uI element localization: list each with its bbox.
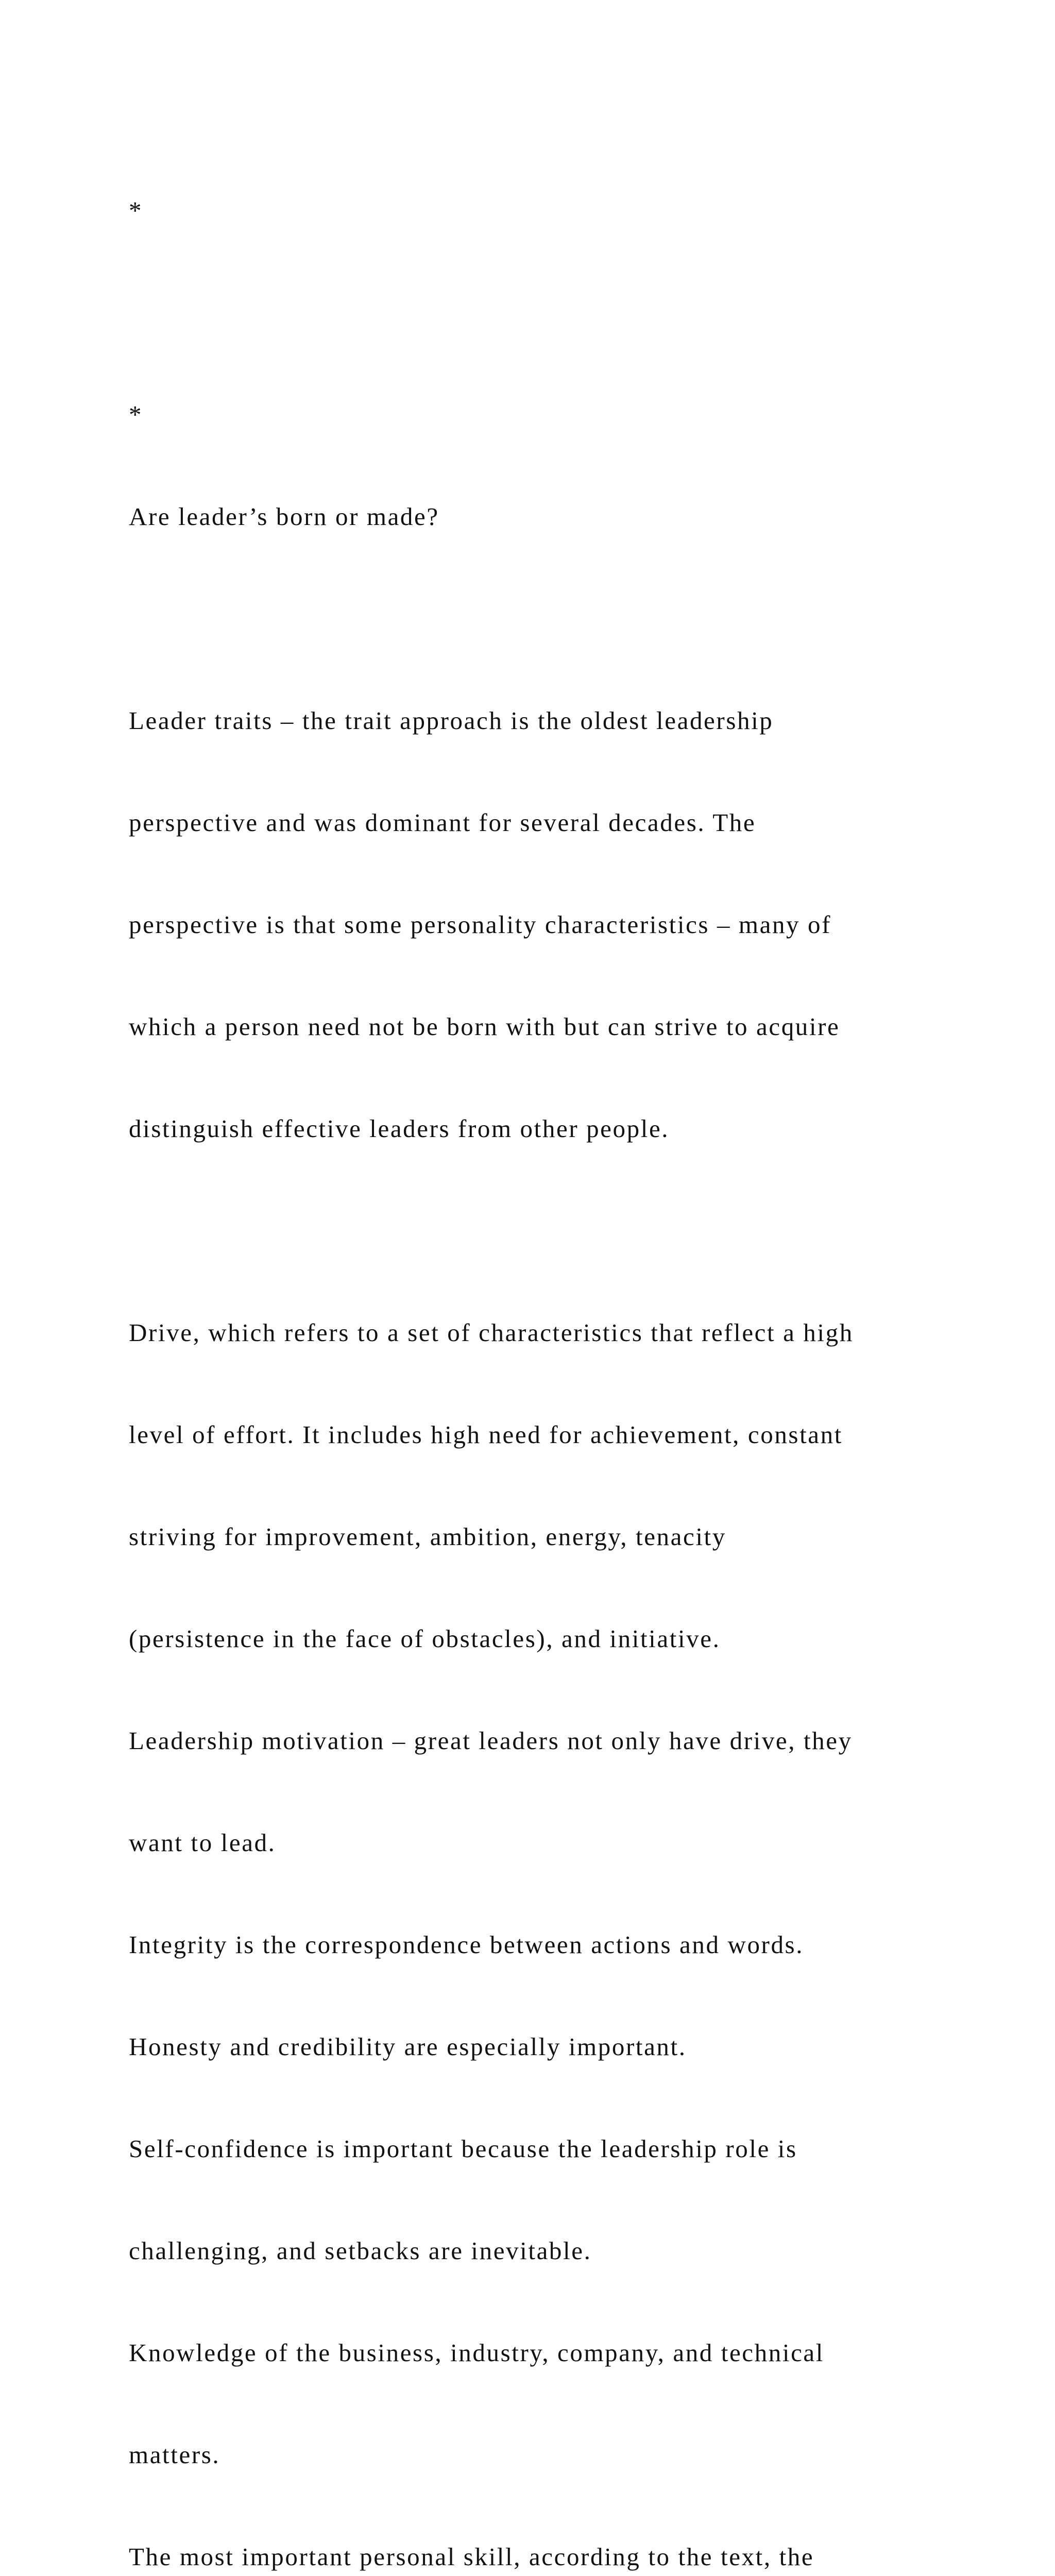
text-line: striving for improvement, ambition, energy, tenacity: [129, 1522, 726, 1551]
text-line: (persistence in the face of obstacles), and initiative.: [129, 1624, 721, 1653]
blank-line: [129, 602, 979, 636]
text-line: Integrity is the correspondence between actions and words.: [129, 1930, 804, 1959]
text-line: Leader traits – the trait approach is the oldest leadership: [129, 706, 774, 735]
text-line: Knowledge of the business, industry, company, and technical: [129, 2338, 824, 2367]
text-line: Leadership motivation – great leaders not only have drive, they: [129, 1726, 853, 1755]
asterisk-marker: *: [129, 196, 143, 225]
blank-line: [129, 1214, 979, 1248]
section-question: Are leader’s born or made?: [129, 502, 439, 531]
text-line: perspective is that some personality characteristics – many of: [129, 910, 832, 939]
text-line: distinguish effective leaders from other people.: [129, 1114, 670, 1143]
document-body: [129, 126, 979, 2576]
text-line: level of effort. It includes high need for achievement, constant: [129, 1420, 843, 1449]
text-line: Drive, which refers to a set of characteristics that reflect a high: [129, 1318, 854, 1347]
text-line: matters.: [129, 2441, 220, 2469]
text-line: Honesty and credibility are especially important.: [129, 2032, 687, 2061]
text-line: which a person need not be born with but can strive to acquire: [129, 1012, 840, 1041]
asterisk-marker: *: [129, 400, 143, 429]
text-line: perspective and was dominant for several decades. The: [129, 808, 756, 837]
text-line: The most important personal skill, according to the text, the: [129, 2543, 814, 2571]
blank-line: [129, 296, 979, 330]
text-line: want to lead.: [129, 1828, 276, 1857]
text-line: Self-confidence is important because the leadership role is: [129, 2134, 797, 2163]
text-line: challenging, and setbacks are inevitable.: [129, 2236, 592, 2265]
